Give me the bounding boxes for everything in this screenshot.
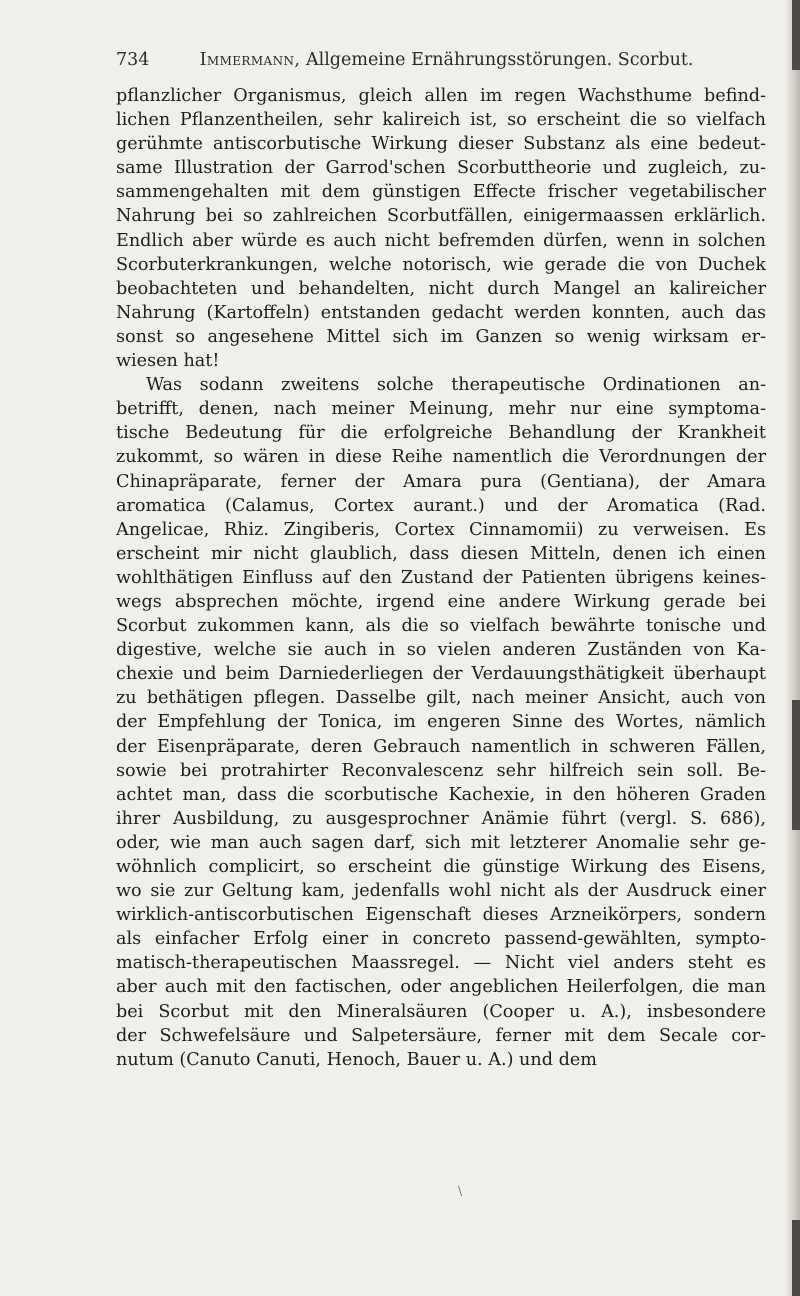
text-line: Scorbuterkrankungen, welche notorisch, wie gerade die von Duchek: [116, 254, 766, 275]
text-line: sonst so angesehene Mittel sich im Ganzen so wenig wirksam er-: [116, 326, 766, 347]
text-line: chexie und beim Darniederliegen der Verdauungsthätigkeit überhaupt: [116, 664, 766, 685]
page-edge-dark-top: [792, 0, 800, 70]
stray-mark: \: [458, 1184, 463, 1198]
text-line: erscheint mir nicht glaublich, dass diesen Mitteln, denen ich einen: [116, 543, 766, 564]
text-line: wo sie zur Geltung kam, jedenfalls wohl nicht als der Ausdruck einer: [116, 881, 766, 902]
text-line: der Empfehlung der Tonica, im engeren Sinne des Wortes, nämlich: [116, 712, 766, 733]
text-line: sammengehalten mit dem günstigen Effecte frischer vegetabilischer: [116, 182, 766, 203]
text-line: bei Scorbut mit den Mineralsäuren (Cooper u. A.), insbesondere: [116, 1001, 766, 1022]
body-text: [116, 84, 766, 1072]
text-line: wohlthätigen Einfluss auf den Zustand der Patienten übrigens keines-: [116, 567, 766, 588]
text-line: Scorbut zukommen kann, als die so vielfach bewährte tonische und: [116, 616, 766, 637]
text-line: Endlich aber würde es auch nicht befremden dürfen, wenn in solchen: [116, 230, 766, 251]
text-line: aber auch mit den factischen, oder angeblichen Heilerfolgen, die man: [116, 977, 766, 998]
text-line: Was sodann zweitens solche therapeutische Ordinationen an-: [146, 375, 766, 396]
text-line: der Schwefelsäure und Salpetersäure, ferner mit dem Secale cor-: [116, 1025, 766, 1046]
text-line: wiesen hat!: [116, 351, 220, 372]
header-author: Immermann,: [199, 50, 301, 70]
text-line: pflanzlicher Organismus, gleich allen im regen Wachsthume befind-: [116, 86, 766, 106]
text-line: digestive, welche sie auch in so vielen anderen Zuständen von Ka-: [116, 640, 766, 661]
text-line: Chinapräparate, ferner der Amara pura (Gentiana), der Amara: [116, 471, 766, 492]
text-line: wirklich-antiscorbutischen Eigenschaft dieses Arzneikörpers, sondern: [116, 905, 766, 926]
text-line: betrifft, denen, nach meiner Meinung, mehr nur eine symptoma-: [116, 399, 766, 420]
text-line: zukommt, so wären in diese Reihe namentlich die Verordnungen der: [116, 447, 766, 468]
page-edge-dark-middle: [792, 700, 800, 830]
text-line: tische Bedeutung für die erfolgreiche Behandlung der Krankheit: [116, 423, 766, 444]
text-line: Angelicae, Rhiz. Zingiberis, Cortex Cinnamomii) zu verweisen. Es: [116, 519, 766, 540]
text-line: Nahrung (Kartoffeln) entstanden gedacht werden konnten, auch das: [116, 302, 766, 323]
text-line: same Illustration der Garrod'schen Scorbuttheorie und zugleich, zu-: [116, 158, 766, 179]
text-line: matisch-therapeutischen Maassregel. — Nicht viel anders steht es: [116, 953, 766, 974]
text-line: der Eisenpräparate, deren Gebrauch namentlich in schweren Fällen,: [116, 736, 766, 757]
text-line: ihrer Ausbildung, zu ausgesprochner Anämie führt (vergl. S. 686),: [116, 808, 766, 829]
text-line: Nahrung bei so zahlreichen Scorbutfällen, einigermaassen erklärlich.: [116, 206, 766, 227]
page-edge-dark-bottom: [792, 1220, 800, 1296]
text-line: oder, wie man auch sagen darf, sich mit letzterer Anomalie sehr ge-: [116, 832, 766, 853]
text-line: nutum (Canuto Canuti, Henoch, Bauer u. A.) und dem: [116, 1049, 597, 1070]
text-line: zu bethätigen pflegen. Dasselbe gilt, nach meiner Ansicht, auch von: [116, 688, 766, 709]
page-number: 734: [116, 50, 150, 70]
text-line: achtet man, dass die scorbutische Kachexie, in den höheren Graden: [116, 784, 766, 805]
text-line: als einfacher Erfolg einer in concreto passend-gewählten, sympto-: [116, 929, 766, 950]
running-header: [116, 50, 756, 70]
text-line: gerühmte antiscorbutische Wirkung dieser Substanz als eine bedeut-: [116, 134, 766, 155]
text-line: sowie bei protrahirter Reconvalescenz sehr hilfreich sein soll. Be-: [116, 760, 766, 781]
text-line: lichen Pflanzentheilen, sehr kalireich ist, so erscheint die so vielfach: [116, 110, 766, 131]
text-line: wöhnlich complicirt, so erscheint die günstige Wirkung des Eisens,: [116, 857, 766, 877]
page-edge-shadow: [786, 0, 800, 1296]
text-line: beobachteten und behandelten, nicht durch Mangel an kalireicher: [116, 278, 766, 299]
header-title: Allgemeine Ernährungsstörungen. Scorbut.: [305, 50, 694, 70]
text-line: wegs absprechen möchte, irgend eine andere Wirkung gerade bei: [116, 591, 766, 612]
text-line: aromatica (Calamus, Cortex aurant.) und der Aromatica (Rad.: [116, 495, 766, 516]
